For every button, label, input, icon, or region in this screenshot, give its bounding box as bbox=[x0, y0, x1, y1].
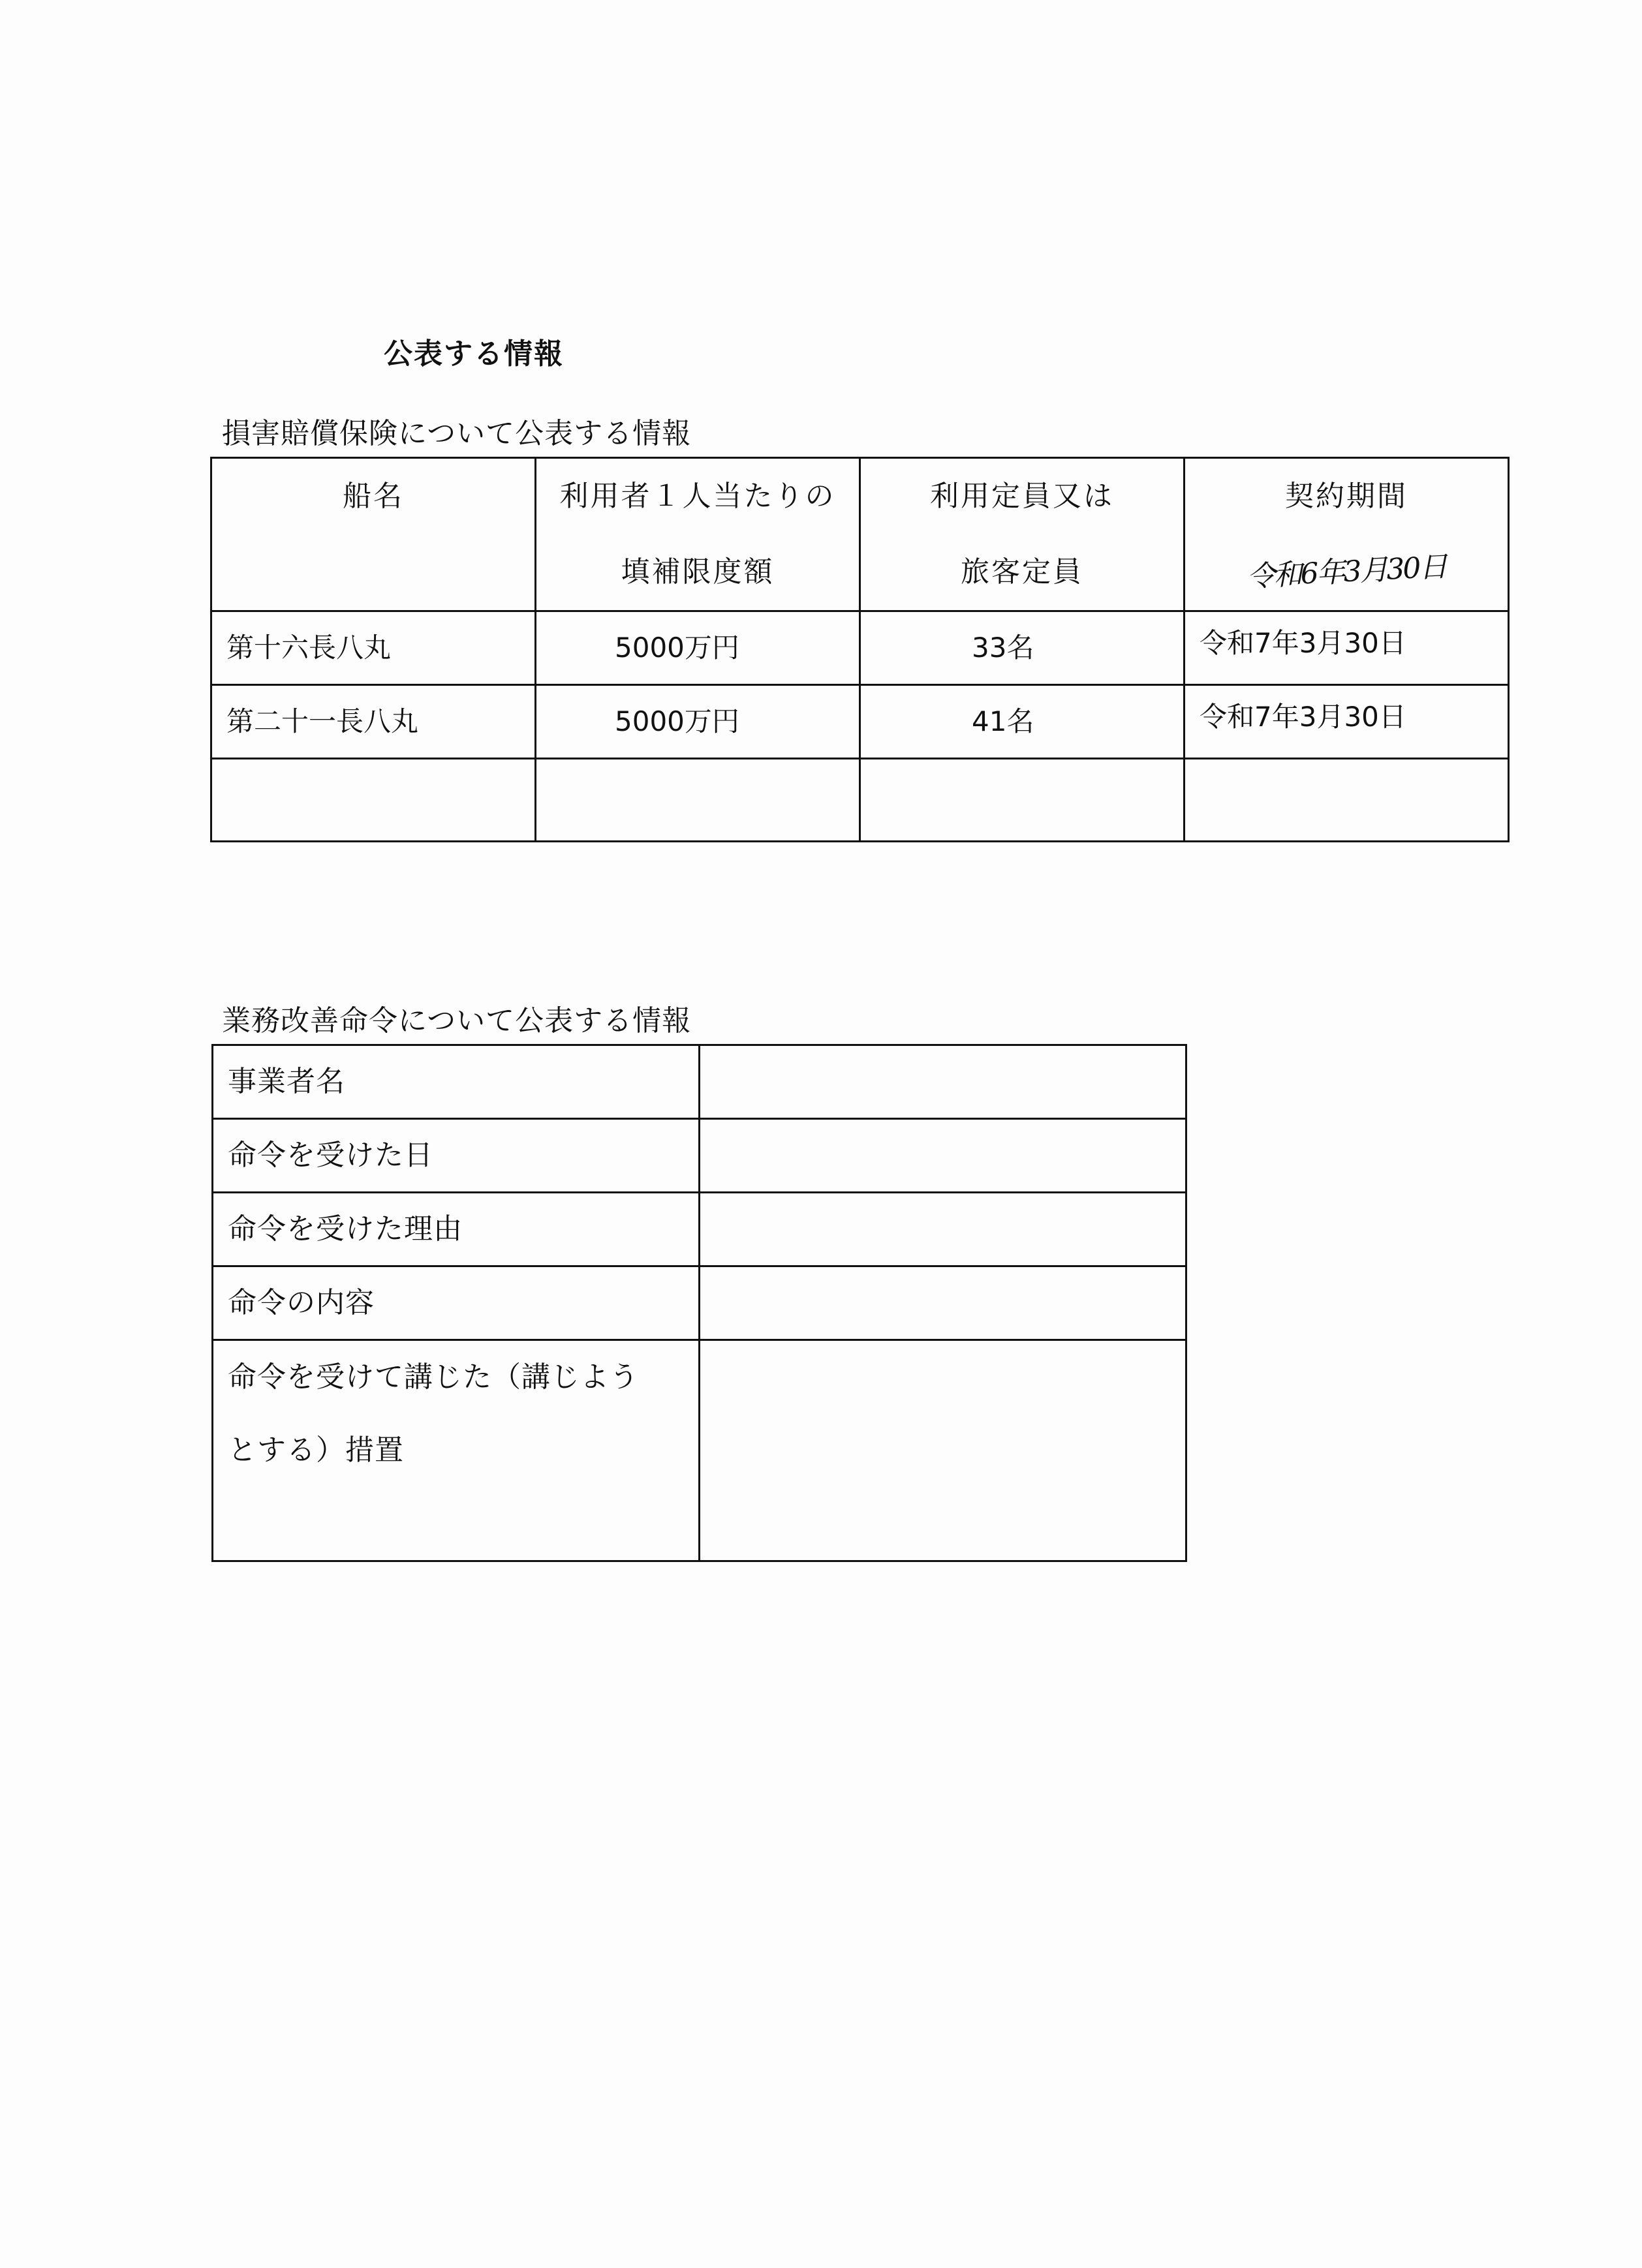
operator-name-value bbox=[700, 1045, 1186, 1119]
header-capacity bbox=[860, 458, 1185, 611]
compensation-cell: 5000万円 bbox=[536, 685, 860, 759]
table-row bbox=[213, 1340, 1186, 1561]
period-cell: 令和7年3月30日 bbox=[1185, 611, 1509, 685]
ship-name-cell: 第十六長八丸 bbox=[211, 611, 536, 685]
table-row bbox=[211, 611, 1509, 685]
measures-label bbox=[213, 1340, 700, 1561]
order-reason-value bbox=[700, 1193, 1186, 1266]
header-ship-name-label: 船名 bbox=[343, 480, 404, 513]
order-date-value bbox=[700, 1119, 1186, 1193]
capacity-cell: 41名 bbox=[860, 685, 1185, 759]
empty-cell bbox=[860, 759, 1185, 842]
insurance-section-heading: 損害賠償保険について公表する情報 bbox=[222, 417, 692, 450]
table-row bbox=[213, 1045, 1186, 1119]
order-content-label: 命令の内容 bbox=[213, 1266, 700, 1340]
empty-cell bbox=[211, 759, 536, 842]
handwritten-period-note: 令和6年3月30日 bbox=[1246, 550, 1447, 594]
order-table bbox=[211, 1044, 1187, 1562]
order-section-heading: 業務改善命令について公表する情報 bbox=[222, 1004, 692, 1037]
table-row bbox=[213, 1193, 1186, 1266]
ship-name-cell: 第二十一長八丸 bbox=[211, 685, 536, 759]
order-date-label: 命令を受けた日 bbox=[213, 1119, 700, 1193]
insurance-table bbox=[210, 457, 1510, 842]
operator-name-label: 事業者名 bbox=[213, 1045, 700, 1119]
header-capacity-line2: 旅客定員 bbox=[961, 555, 1083, 589]
empty-cell bbox=[536, 759, 860, 842]
header-compensation-line2: 填補限度額 bbox=[621, 555, 775, 589]
table-row bbox=[211, 685, 1509, 759]
capacity-cell: 33名 bbox=[860, 611, 1185, 685]
table-row bbox=[213, 1266, 1186, 1340]
header-period-label: 契約期間 bbox=[1285, 480, 1408, 513]
order-reason-label: 命令を受けた理由 bbox=[213, 1193, 700, 1266]
empty-cell bbox=[1185, 759, 1509, 842]
header-compensation bbox=[536, 458, 860, 611]
page-title: 公表する情報 bbox=[384, 337, 564, 371]
header-capacity-line1: 利用定員又は bbox=[930, 480, 1114, 513]
header-period bbox=[1185, 458, 1509, 611]
header-compensation-line1: 利用者１人当たりの bbox=[559, 480, 836, 513]
header-ship-name bbox=[211, 458, 536, 611]
table-header-row bbox=[211, 458, 1509, 611]
compensation-cell: 5000万円 bbox=[536, 611, 860, 685]
measures-label-line2: とする）措置 bbox=[228, 1433, 404, 1467]
measures-label-line1: 命令を受けて講じた（講じよう bbox=[228, 1360, 639, 1394]
table-row bbox=[213, 1119, 1186, 1193]
order-content-value bbox=[700, 1266, 1186, 1340]
empty-table-row bbox=[211, 759, 1509, 842]
measures-value bbox=[700, 1340, 1186, 1561]
period-cell: 令和7年3月30日 bbox=[1185, 685, 1509, 759]
